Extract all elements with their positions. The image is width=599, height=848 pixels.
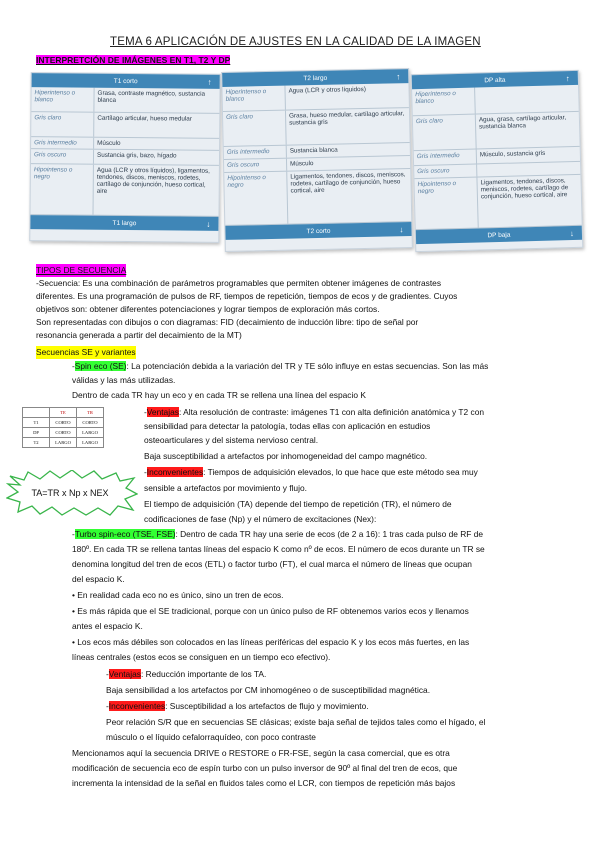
table-cell: LARGO	[77, 438, 104, 448]
table-cell: T1	[23, 418, 50, 428]
t2-row-label: Hiperintenso o blanco	[222, 86, 285, 111]
section-subtitle: INTERPRETCIÓN DE IMÁGENES EN T1, T2 Y DP	[36, 55, 231, 65]
spin-eco-cont: válidas y las más utilizadas.	[72, 375, 176, 385]
table-cell: CORTO	[77, 418, 104, 428]
tipos-line: Son representadas con dibujos o con diagramas: FID (decaimiento de inducción libre: tipo de señal por	[36, 317, 419, 327]
tse-text: del espacio K.	[72, 574, 125, 584]
t1-row-label: Gris intermedio	[31, 137, 94, 149]
tse-text: líneas centrales (estos ecos se consiguen en un tiempo eco efectivo).	[72, 652, 331, 662]
t1-row	[31, 149, 219, 166]
t1-row	[31, 87, 219, 114]
dp-row	[414, 175, 581, 230]
t2-row-label: Hipointenso o negro	[224, 172, 288, 225]
spin-eco-text: : La potenciación debida a la variación del TR y TE sólo influye en estas secuencias. Son las más	[126, 361, 489, 371]
t2-row-value: Ligamentos, tendones, discos, meniscos, rodetes, cartílago de conjunción, hueso cortical, aire	[290, 171, 406, 195]
t2-top-label: T2 largo	[303, 74, 328, 82]
t1-row-label: Hipointenso o negro	[31, 164, 94, 215]
t2-row-value: Grasa, hueso medular, cartílago articular, sustancia gris	[289, 110, 405, 127]
page-title: TEMA 6 APLICACIÓN DE AJUSTES EN LA CALIDAD DE LA IMAGEN	[110, 36, 481, 48]
formula-text: TA=TR x Np x NEX	[31, 488, 109, 498]
dp-table-image	[411, 70, 584, 252]
inconvenientes-text: codificaciones de fase (Np) y el número de excitaciones (Nex):	[144, 514, 377, 524]
tse-inconvenientes-text: Peor relación S/R que en secuencias SE clásicas; existe baja señal de tejidos tales como el hígado, el	[106, 717, 486, 727]
table-row	[23, 408, 104, 418]
arrow-up-icon: ↑	[565, 73, 570, 83]
arrow-up-icon: ↑	[207, 77, 212, 87]
tse-ventajas-line: -Ventajas: Reducción importante de los TA.	[106, 669, 267, 679]
arrow-down-icon: ↓	[399, 224, 404, 234]
table-cell: DP	[23, 428, 50, 438]
t2-row-label: Gris claro	[223, 111, 287, 146]
formula-starburst	[6, 470, 138, 516]
tipos-line: objetivos son: obtener diferentes potenciaciones y lograr tiempos de exploración más cortos.	[36, 304, 380, 314]
t2-row-value: Músculo	[290, 160, 314, 168]
dp-row-label: Hiperintenso o blanco	[412, 88, 476, 116]
table-cell: TR	[77, 408, 104, 418]
tse-ventajas-label: Ventajas	[108, 669, 141, 679]
dentro-line: Dentro de cada TR hay un eco y en cada TR se rellena una línea del espacio K	[72, 390, 366, 400]
dp-row-value: Ligamentos, tendones, discos, meniscos, rodetes, cartílago de conjunción, hueso cortical, aire	[480, 177, 569, 201]
se-heading: Secuencias SE y variantes	[36, 347, 136, 357]
ventajas-label: Ventajas	[146, 407, 179, 417]
t2-row	[222, 83, 408, 112]
tse-text: denomina longitud del tren de ecos (ETL) o factor turbo (FT), el cual marca el número de líneas que ocupan	[72, 559, 472, 569]
table-row	[23, 438, 104, 448]
dp-row-label: Gris intermedio	[414, 150, 477, 166]
dp-bottom-bar	[416, 226, 582, 244]
spin-eco-line: -Spin eco (SE): La potenciación debida a la variación del TR y TE sólo influye en estas secuencias. Son las más	[72, 361, 489, 371]
tse-text: : Dentro de cada TR hay una serie de ecos (de 2 a 16): 1 tras cada pulso de RF de	[175, 529, 484, 539]
tse-text: antes el espacio K.	[72, 621, 143, 631]
arrow-down-icon: ↓	[569, 228, 575, 238]
ventajas-text: osteoarticulares y del sistema nervioso central.	[144, 435, 319, 445]
tse-inconvenientes-text: músculo o el líquido cefalorraquídeo, con poco contraste	[106, 732, 316, 742]
ventajas-text: : Alta resolución de contraste: imágenes T1 con alta definición anatómica y T2 con	[178, 407, 485, 417]
dp-row-value: Agua, grasa, cartílago articular, sustancia blanca	[478, 114, 567, 131]
t2-row-label: Gris intermedio	[224, 146, 287, 159]
tipos-line: resonancia generada a partir del decaimiento de la MT)	[36, 330, 242, 340]
dp-bottom-label: DP baja	[487, 231, 511, 239]
table-cell: LARGO	[50, 438, 77, 448]
t2-bottom-label: T2 corto	[306, 227, 331, 235]
table-cell: CORTO	[50, 418, 77, 428]
final-line: Mencionamos aquí la secuencia DRIVE o RESTORE o FR-FSE, según la casa comercial, que es otra	[72, 748, 450, 758]
t1-row-value: Agua (LCR y otros líquidos), ligamentos, tendones, discos, meniscos, rodetes, cartílago de conjunción, hueso cortical, aire	[96, 166, 210, 195]
t2-bottom-bar	[225, 222, 411, 240]
tse-inconvenientes-label: Inconvenientes	[108, 701, 166, 711]
dp-row-label: Gris claro	[413, 115, 477, 151]
table-cell: CORTO	[50, 428, 77, 438]
dp-row-label: Hipointenso o negro	[414, 178, 478, 230]
t2-row-value: Sustancia blanca	[289, 146, 338, 155]
tse-line: -Turbo spin-eco (TSE, FSE): Dentro de cada TR hay una serie de ecos (de 2 a 16): 1 tras cada pulso de RF de	[72, 529, 484, 539]
tse-ventajas-text: Baja sensibilidad a los artefactos por CM inhomogéneo o de susceptibilidad magnética.	[106, 685, 431, 695]
tse-inconvenientes-line: -Inconvenientes: Susceptibilidad a los artefactos de flujo y movimiento.	[106, 701, 369, 711]
t1-bottom-label: T1 largo	[112, 219, 137, 227]
t1-top-bar	[32, 73, 220, 89]
tipos-heading: TIPOS DE SECUENCIA	[36, 265, 127, 275]
t2-row	[224, 169, 411, 226]
dp-row-label: Gris oscuro	[414, 165, 477, 179]
t1-row	[30, 164, 218, 217]
t1-table-image	[29, 72, 220, 243]
table-cell: TE	[50, 408, 77, 418]
t1-top-label: T1 corto	[113, 77, 138, 85]
tse-bullet: • Es más rápida que el SE tradicional, porque con un único pulso de RF obtenemos varios ecos y llenamos	[72, 606, 469, 616]
tipos-line: -Secuencia: Es una combinación de parámetros programables que permiten obtener imágenes de contrastes	[36, 278, 442, 288]
t1-row-label: Hiperintenso o blanco	[31, 87, 94, 112]
table-cell: LARGO	[77, 428, 104, 438]
ventajas-text: Baja susceptibilidad a artefactos por inhomogeneidad del campo magnético.	[144, 451, 428, 461]
table-row	[23, 428, 104, 438]
ventajas-line: -Ventajas: Alta resolución de contraste: imágenes T1 con alta definición anatómica y T2 con	[144, 407, 485, 417]
tse-label: Turbo spin-eco (TSE, FSE)	[74, 529, 176, 539]
tipos-line: diferentes. Es una programación de pulsos de RF, tiempos de repetición, tiempos de ecos y de gradientes. Cuyos	[36, 291, 458, 301]
dp-row-value: Músculo, sustancia gris	[479, 149, 546, 159]
tse-inconvenientes-text: : Susceptibilidad a los artefactos de flujo y movimiento.	[165, 701, 369, 711]
dp-top-label: DP alta	[484, 76, 506, 84]
sequence-mini-table	[22, 407, 104, 448]
arrow-down-icon: ↓	[206, 219, 211, 229]
t2-row-value: Agua (LCR y otros líquidos)	[288, 85, 366, 95]
spin-eco-label: Spin eco (SE)	[74, 361, 127, 371]
table-cell: T2	[23, 438, 50, 448]
final-line: modificación de secuencia eco de espín turbo con un pulso inversor de 90º al final del tren de ecos, que	[72, 763, 458, 773]
final-line: incrementa la intensidad de la señal en fluidos tales como el LCR, con tiempos de repetición más bajos	[72, 778, 456, 788]
arrow-up-icon: ↑	[396, 71, 401, 81]
inconvenientes-label: Inconvenientes	[146, 467, 204, 477]
t1-row-label: Gris claro	[31, 112, 94, 137]
ventajas-text: sensibilidad para detectar la patología, todas ellas con aplicación en estudios	[144, 421, 431, 431]
t1-row	[31, 112, 219, 139]
t1-bottom-bar	[30, 215, 218, 231]
dp-row-value	[475, 85, 579, 114]
t2-table-image	[221, 68, 413, 252]
inconvenientes-line: -Inconvenientes: Tiempos de adquisición elevados, lo que hace que este método sea muy	[144, 467, 478, 477]
t1-row-value: Músculo	[97, 139, 121, 147]
table-row	[23, 418, 104, 428]
dp-row	[413, 112, 580, 151]
t1-row-value: Cartílago articular, hueso medular	[97, 114, 192, 123]
tse-bullet: • En realidad cada eco no es único, sino un tren de ecos.	[72, 590, 284, 600]
t1-row-value: Grasa, contraste magnético, sustancia blanca	[97, 89, 206, 104]
t2-row-label: Gris oscuro	[224, 159, 287, 172]
t1-row-label: Gris oscuro	[31, 149, 94, 164]
t1-row-value: Sustancia gris, bazo, hígado	[96, 151, 177, 160]
inconvenientes-text: : Tiempos de adquisición elevados, lo que hace que este método sea muy	[203, 467, 478, 477]
t2-row	[223, 108, 410, 147]
tse-text: 180º. En cada TR se rellena tantas líneas del espacio K como nº de ecos. El número de ecos durante un TR se	[72, 544, 485, 554]
inconvenientes-text: El tiempo de adquisición (TA) depende del tiempo de repetición (TR), el número de	[144, 499, 452, 509]
table-cell	[23, 408, 50, 418]
inconvenientes-text: sensible a artefactos por movimiento y flujo.	[144, 483, 307, 493]
tse-bullet: • Los ecos más débiles son colocados en las líneas periféricas del espacio K y los ecos más fuertes, en las	[72, 637, 470, 647]
tse-ventajas-text: : Reducción importante de los TA.	[140, 669, 267, 679]
